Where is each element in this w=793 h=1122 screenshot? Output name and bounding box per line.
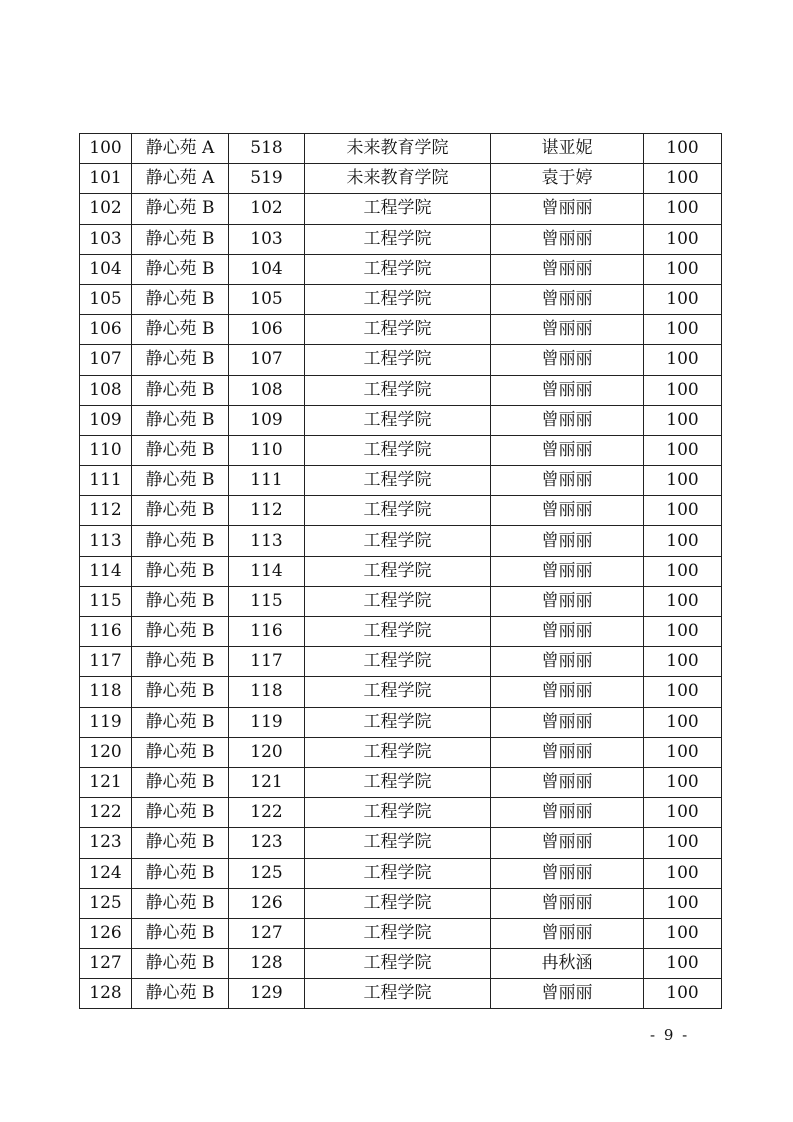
building-cell: 静心苑 B <box>132 526 229 556</box>
building-cell: 静心苑 B <box>132 858 229 888</box>
table-row <box>80 979 722 1009</box>
room-number-cell: 108 <box>229 375 305 405</box>
building-cell: 静心苑 B <box>132 284 229 314</box>
score-cell: 100 <box>644 194 722 224</box>
room-number-cell: 109 <box>229 405 305 435</box>
room-number-cell: 121 <box>229 767 305 797</box>
mentor-name-cell: 谌亚妮 <box>491 134 644 164</box>
page-number: - 9 - <box>650 1026 690 1044</box>
college-cell: 工程学院 <box>305 345 491 375</box>
room-number-cell: 104 <box>229 254 305 284</box>
mentor-name-cell: 曾丽丽 <box>491 888 644 918</box>
building-cell: 静心苑 B <box>132 405 229 435</box>
building-cell: 静心苑 B <box>132 224 229 254</box>
row-number-cell: 112 <box>80 496 132 526</box>
room-number-cell: 129 <box>229 979 305 1009</box>
room-number-cell: 103 <box>229 224 305 254</box>
college-cell: 工程学院 <box>305 707 491 737</box>
dormitory-score-table <box>79 133 722 1009</box>
room-number-cell: 110 <box>229 435 305 465</box>
score-cell: 100 <box>644 556 722 586</box>
mentor-name-cell: 曾丽丽 <box>491 737 644 767</box>
mentor-name-cell: 曾丽丽 <box>491 707 644 737</box>
college-cell: 未来教育学院 <box>305 134 491 164</box>
room-number-cell: 519 <box>229 164 305 194</box>
building-cell: 静心苑 B <box>132 466 229 496</box>
table-row <box>80 284 722 314</box>
mentor-name-cell: 曾丽丽 <box>491 918 644 948</box>
building-cell: 静心苑 A <box>132 134 229 164</box>
score-cell: 100 <box>644 888 722 918</box>
college-cell: 工程学院 <box>305 647 491 677</box>
mentor-name-cell: 曾丽丽 <box>491 617 644 647</box>
mentor-name-cell: 曾丽丽 <box>491 405 644 435</box>
table-row <box>80 949 722 979</box>
college-cell: 工程学院 <box>305 526 491 556</box>
building-cell: 静心苑 B <box>132 918 229 948</box>
score-cell: 100 <box>644 284 722 314</box>
room-number-cell: 112 <box>229 496 305 526</box>
room-number-cell: 122 <box>229 798 305 828</box>
table-row <box>80 647 722 677</box>
row-number-cell: 105 <box>80 284 132 314</box>
row-number-cell: 101 <box>80 164 132 194</box>
college-cell: 工程学院 <box>305 315 491 345</box>
score-cell: 100 <box>644 466 722 496</box>
building-cell: 静心苑 B <box>132 586 229 616</box>
room-number-cell: 106 <box>229 315 305 345</box>
row-number-cell: 128 <box>80 979 132 1009</box>
score-cell: 100 <box>644 134 722 164</box>
score-cell: 100 <box>644 164 722 194</box>
row-number-cell: 109 <box>80 405 132 435</box>
row-number-cell: 111 <box>80 466 132 496</box>
table-row <box>80 194 722 224</box>
room-number-cell: 105 <box>229 284 305 314</box>
room-number-cell: 117 <box>229 647 305 677</box>
table-row <box>80 164 722 194</box>
table-row <box>80 617 722 647</box>
room-number-cell: 123 <box>229 828 305 858</box>
score-cell: 100 <box>644 254 722 284</box>
table-row <box>80 767 722 797</box>
row-number-cell: 120 <box>80 737 132 767</box>
row-number-cell: 125 <box>80 888 132 918</box>
mentor-name-cell: 曾丽丽 <box>491 647 644 677</box>
score-cell: 100 <box>644 707 722 737</box>
mentor-name-cell: 曾丽丽 <box>491 284 644 314</box>
mentor-name-cell: 曾丽丽 <box>491 586 644 616</box>
mentor-name-cell: 曾丽丽 <box>491 254 644 284</box>
room-number-cell: 111 <box>229 466 305 496</box>
score-cell: 100 <box>644 435 722 465</box>
score-cell: 100 <box>644 315 722 345</box>
building-cell: 静心苑 B <box>132 315 229 345</box>
table-row <box>80 737 722 767</box>
college-cell: 工程学院 <box>305 254 491 284</box>
score-cell: 100 <box>644 979 722 1009</box>
table-row <box>80 224 722 254</box>
score-cell: 100 <box>644 586 722 616</box>
mentor-name-cell: 曾丽丽 <box>491 828 644 858</box>
room-number-cell: 107 <box>229 345 305 375</box>
room-number-cell: 120 <box>229 737 305 767</box>
building-cell: 静心苑 B <box>132 767 229 797</box>
mentor-name-cell: 曾丽丽 <box>491 677 644 707</box>
table-row <box>80 586 722 616</box>
score-cell: 100 <box>644 767 722 797</box>
building-cell: 静心苑 A <box>132 164 229 194</box>
table-row <box>80 315 722 345</box>
row-number-cell: 124 <box>80 858 132 888</box>
building-cell: 静心苑 B <box>132 496 229 526</box>
room-number-cell: 127 <box>229 918 305 948</box>
row-number-cell: 115 <box>80 586 132 616</box>
college-cell: 工程学院 <box>305 375 491 405</box>
room-number-cell: 115 <box>229 586 305 616</box>
college-cell: 工程学院 <box>305 918 491 948</box>
score-cell: 100 <box>644 949 722 979</box>
score-cell: 100 <box>644 858 722 888</box>
mentor-name-cell: 曾丽丽 <box>491 858 644 888</box>
table-row <box>80 828 722 858</box>
room-number-cell: 114 <box>229 556 305 586</box>
score-cell: 100 <box>644 496 722 526</box>
row-number-cell: 100 <box>80 134 132 164</box>
building-cell: 静心苑 B <box>132 254 229 284</box>
row-number-cell: 106 <box>80 315 132 345</box>
score-cell: 100 <box>644 224 722 254</box>
college-cell: 工程学院 <box>305 586 491 616</box>
table-row <box>80 707 722 737</box>
table-row <box>80 526 722 556</box>
college-cell: 工程学院 <box>305 466 491 496</box>
table-row <box>80 134 722 164</box>
room-number-cell: 113 <box>229 526 305 556</box>
row-number-cell: 121 <box>80 767 132 797</box>
room-number-cell: 125 <box>229 858 305 888</box>
table-body <box>80 134 722 1009</box>
college-cell: 工程学院 <box>305 737 491 767</box>
row-number-cell: 116 <box>80 617 132 647</box>
college-cell: 工程学院 <box>305 194 491 224</box>
building-cell: 静心苑 B <box>132 828 229 858</box>
table-row <box>80 918 722 948</box>
score-cell: 100 <box>644 345 722 375</box>
score-cell: 100 <box>644 828 722 858</box>
college-cell: 工程学院 <box>305 284 491 314</box>
table-row <box>80 858 722 888</box>
row-number-cell: 113 <box>80 526 132 556</box>
room-number-cell: 102 <box>229 194 305 224</box>
college-cell: 工程学院 <box>305 798 491 828</box>
mentor-name-cell: 曾丽丽 <box>491 979 644 1009</box>
college-cell: 工程学院 <box>305 677 491 707</box>
room-number-cell: 119 <box>229 707 305 737</box>
mentor-name-cell: 曾丽丽 <box>491 556 644 586</box>
mentor-name-cell: 曾丽丽 <box>491 315 644 345</box>
room-number-cell: 128 <box>229 949 305 979</box>
table-row <box>80 677 722 707</box>
college-cell: 工程学院 <box>305 556 491 586</box>
row-number-cell: 103 <box>80 224 132 254</box>
row-number-cell: 117 <box>80 647 132 677</box>
mentor-name-cell: 曾丽丽 <box>491 798 644 828</box>
college-cell: 工程学院 <box>305 496 491 526</box>
row-number-cell: 118 <box>80 677 132 707</box>
table-row <box>80 375 722 405</box>
score-cell: 100 <box>644 918 722 948</box>
building-cell: 静心苑 B <box>132 345 229 375</box>
mentor-name-cell: 冉秋涵 <box>491 949 644 979</box>
mentor-name-cell: 曾丽丽 <box>491 466 644 496</box>
college-cell: 工程学院 <box>305 224 491 254</box>
college-cell: 工程学院 <box>305 858 491 888</box>
college-cell: 工程学院 <box>305 828 491 858</box>
table-row <box>80 556 722 586</box>
table-row <box>80 405 722 435</box>
row-number-cell: 107 <box>80 345 132 375</box>
college-cell: 工程学院 <box>305 979 491 1009</box>
room-number-cell: 118 <box>229 677 305 707</box>
mentor-name-cell: 曾丽丽 <box>491 224 644 254</box>
row-number-cell: 110 <box>80 435 132 465</box>
mentor-name-cell: 曾丽丽 <box>491 194 644 224</box>
table-row <box>80 888 722 918</box>
college-cell: 工程学院 <box>305 435 491 465</box>
building-cell: 静心苑 B <box>132 707 229 737</box>
building-cell: 静心苑 B <box>132 556 229 586</box>
row-number-cell: 102 <box>80 194 132 224</box>
score-cell: 100 <box>644 405 722 435</box>
college-cell: 工程学院 <box>305 888 491 918</box>
row-number-cell: 114 <box>80 556 132 586</box>
score-cell: 100 <box>644 375 722 405</box>
building-cell: 静心苑 B <box>132 647 229 677</box>
college-cell: 工程学院 <box>305 617 491 647</box>
building-cell: 静心苑 B <box>132 194 229 224</box>
mentor-name-cell: 曾丽丽 <box>491 496 644 526</box>
row-number-cell: 126 <box>80 918 132 948</box>
row-number-cell: 104 <box>80 254 132 284</box>
row-number-cell: 122 <box>80 798 132 828</box>
row-number-cell: 127 <box>80 949 132 979</box>
score-cell: 100 <box>644 526 722 556</box>
score-cell: 100 <box>644 798 722 828</box>
row-number-cell: 119 <box>80 707 132 737</box>
table-row <box>80 254 722 284</box>
mentor-name-cell: 曾丽丽 <box>491 375 644 405</box>
table-row <box>80 435 722 465</box>
table-row <box>80 345 722 375</box>
building-cell: 静心苑 B <box>132 677 229 707</box>
table-row <box>80 466 722 496</box>
room-number-cell: 126 <box>229 888 305 918</box>
building-cell: 静心苑 B <box>132 979 229 1009</box>
building-cell: 静心苑 B <box>132 375 229 405</box>
college-cell: 未来教育学院 <box>305 164 491 194</box>
mentor-name-cell: 曾丽丽 <box>491 526 644 556</box>
building-cell: 静心苑 B <box>132 617 229 647</box>
room-number-cell: 116 <box>229 617 305 647</box>
mentor-name-cell: 曾丽丽 <box>491 767 644 797</box>
building-cell: 静心苑 B <box>132 949 229 979</box>
building-cell: 静心苑 B <box>132 737 229 767</box>
score-cell: 100 <box>644 617 722 647</box>
mentor-name-cell: 袁于婷 <box>491 164 644 194</box>
building-cell: 静心苑 B <box>132 888 229 918</box>
room-number-cell: 518 <box>229 134 305 164</box>
college-cell: 工程学院 <box>305 767 491 797</box>
college-cell: 工程学院 <box>305 949 491 979</box>
score-cell: 100 <box>644 737 722 767</box>
table-row <box>80 798 722 828</box>
building-cell: 静心苑 B <box>132 798 229 828</box>
row-number-cell: 108 <box>80 375 132 405</box>
table-row <box>80 496 722 526</box>
mentor-name-cell: 曾丽丽 <box>491 435 644 465</box>
row-number-cell: 123 <box>80 828 132 858</box>
mentor-name-cell: 曾丽丽 <box>491 345 644 375</box>
score-cell: 100 <box>644 647 722 677</box>
score-cell: 100 <box>644 677 722 707</box>
building-cell: 静心苑 B <box>132 435 229 465</box>
college-cell: 工程学院 <box>305 405 491 435</box>
